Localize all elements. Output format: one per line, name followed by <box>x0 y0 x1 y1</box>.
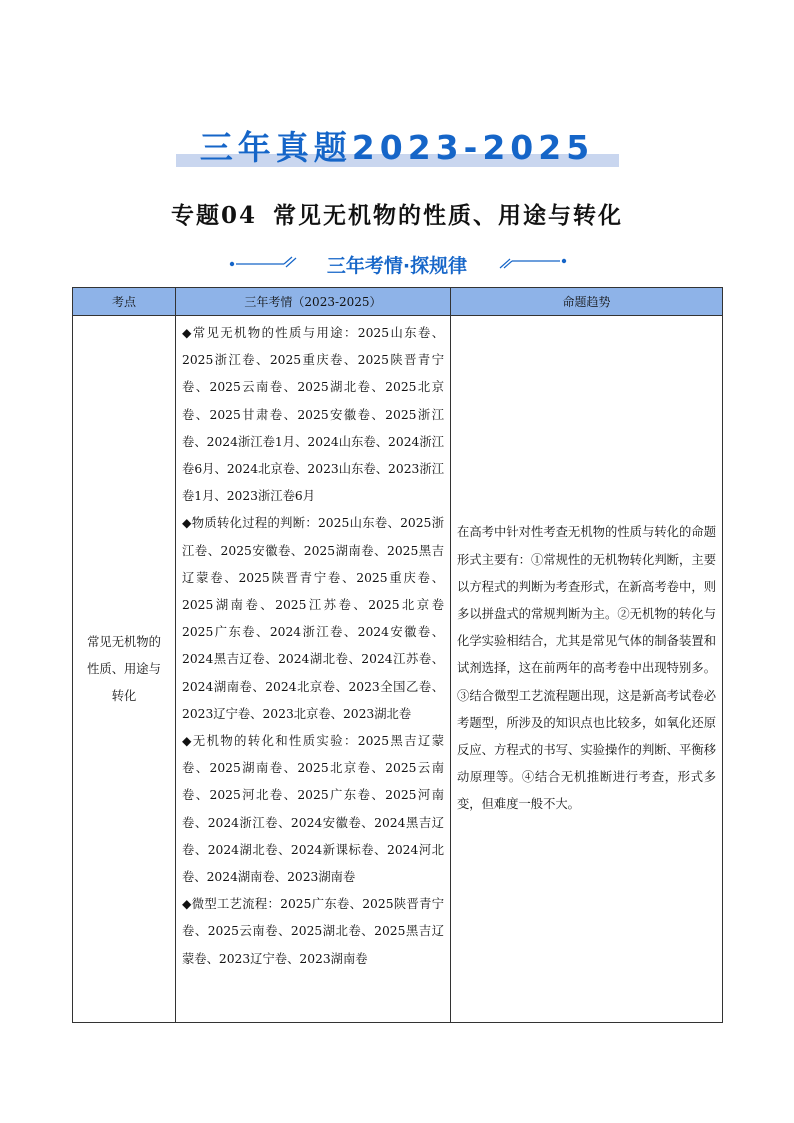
subject-title <box>0 197 794 230</box>
header-topic: 考点 <box>73 288 176 316</box>
situation-cell <box>176 316 451 1023</box>
header-situation: 三年考情（2023-2025） <box>176 288 451 316</box>
table-header-row <box>73 288 723 316</box>
banner <box>0 118 794 178</box>
header-trend: 命题趋势 <box>451 288 723 316</box>
topic-cell: 常见无机物的性质、用途与转化 <box>73 316 176 1023</box>
situation-item-experiment: ◆无机物的转化和性质实验：2025黑吉辽蒙卷、2025湖南卷、2025北京卷、2025云南卷、2025河北卷、2025广东卷、2025河南卷、2024浙江卷、2024安徽卷、2024黑吉辽卷、2024湖北卷、2024新课标卷、2024河北卷、2024湖南卷、2023湖南卷 <box>182 734 444 885</box>
table-row <box>73 316 723 1023</box>
situation-item-conversion: ◆物质转化过程的判断：2025山东卷、2025浙江卷、2025安徽卷、2025湖南卷、2025黑吉辽蒙卷、2025陕晋青宁卷、2025重庆卷、2025湖南卷、2025江苏卷、2025北京卷 2025广东卷、2024浙江卷、2024安徽卷、2024黑吉辽卷、2024湖北卷、2024江苏卷、2024湖南卷、2024北京卷、2023全国乙卷、2023辽宁卷、2023北京卷、2023湖北卷 <box>182 516 444 721</box>
section-heading <box>0 247 794 281</box>
exam-analysis-table <box>72 287 723 1023</box>
trend-cell: 在高考中针对性考查无机物的性质与转化的命题形式主要有：①常规性的无机物转化判断，主要以方程式的判断为考查形式，在新高考卷中，则多以拼盘式的常规判断为主。②无机物的转化与化学实验相结合，尤其是常见气体的制备装置和试剂选择，这在前两年的高考卷中出现特别多。③结合微型工艺流程题出现，这是新高考试卷必考题型，所涉及的知识点也比较多，如氧化还原反应、方程式的书写、实验操作的判断、平衡移动原理等。④结合无机推断进行考查，形式多变，但难度一般不大。 <box>451 316 723 1023</box>
banner-title: 三年真题2023-2025 <box>199 128 595 167</box>
right-ornament-icon <box>496 255 568 271</box>
situation-item-properties: ◆常见无机物的性质与用途：2025山东卷、2025浙江卷、2025重庆卷、2025陕晋青宁卷、2025云南卷、2025湖北卷、2025北京卷、2025甘肃卷、2025安徽卷、2025浙江卷、2024浙江卷1月、2024山东卷、2024浙江卷6月、2024北京卷、2023山东卷、2023浙江卷1月、2023浙江卷6月 <box>182 326 444 504</box>
section-heading-text: 三年考情·探规律 <box>326 255 468 277</box>
situation-item-process: ◆微型工艺流程：2025广东卷、2025陕晋青宁卷、2025云南卷、2025湖北卷、2025黑吉辽蒙卷、2023辽宁卷、2023湖南卷 <box>182 897 444 966</box>
subject-prefix: 专题04 <box>170 202 257 229</box>
subject-name: 常见无机物的性质、用途与转化 <box>273 202 623 229</box>
